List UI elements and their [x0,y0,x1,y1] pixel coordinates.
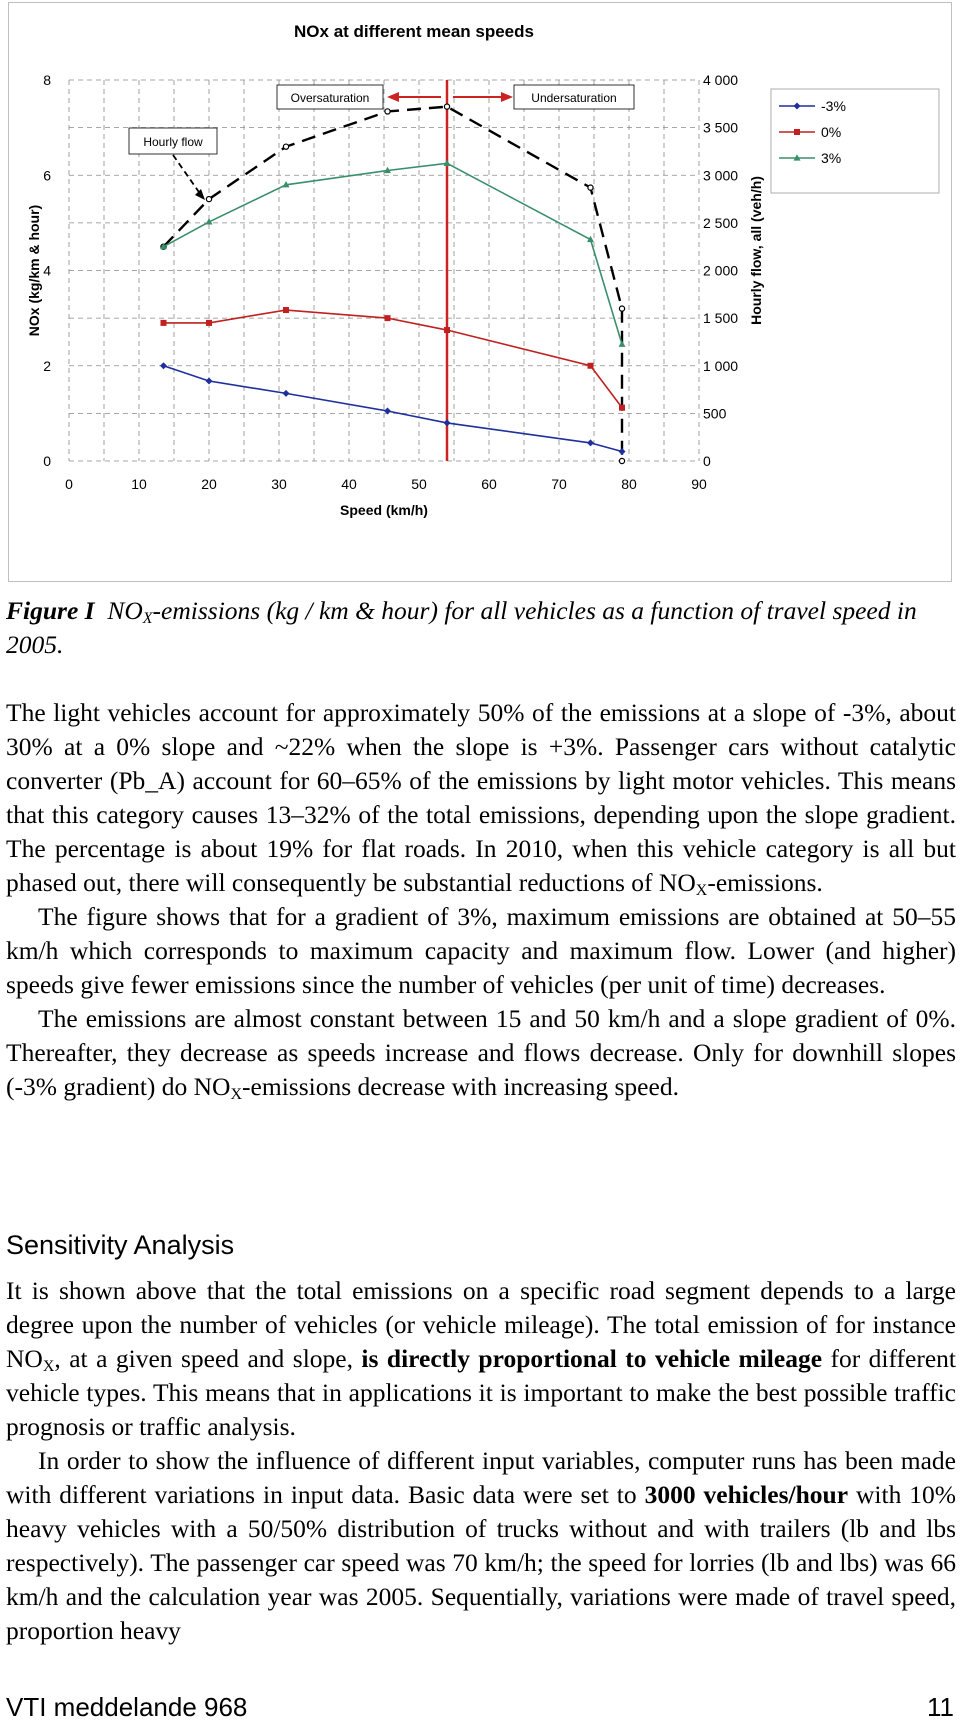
y-right-tick-label: 4 000 [703,72,739,88]
series-point [206,377,213,384]
figure-caption [6,594,956,662]
series-line [164,163,623,344]
paragraph-influence [6,1444,956,1648]
caption-sub: X [142,610,153,627]
nox-chart [9,3,953,583]
y-right-tick-label: 500 [703,405,727,422]
bold-text: is directly proportional to vehicle mileage [361,1344,823,1373]
x-tick-label: 40 [341,476,357,492]
series-point [283,307,289,313]
undersaturation-annotation: Undersaturation [531,91,617,105]
paragraph-text: for different vehicle types. This means that in applications it is important to make the best possible traffic prognosis or traffic analysis. [6,1344,956,1441]
legend-marker [794,129,800,135]
subscript: X [695,882,708,899]
series-line [164,366,623,452]
flow-series-point [588,185,593,190]
paragraph-text: The figure shows that for a gradient of 3%, maximum emissions are obtained at 50–55 km/h which corresponds to maximum capacity and maximum flow. Lower (and higher) speeds give fewer emissions since the number of vehicles (per unit of time) decreases. [6,902,956,999]
hourly-flow-annotation: Hourly flow [143,135,203,149]
y-right-tick-label: 2 000 [703,262,739,279]
flow-series-point [283,144,288,149]
x-tick-label: 60 [481,476,497,492]
paragraph-gradient [6,900,956,1002]
series-point [283,390,290,397]
left-arrowhead [387,92,399,102]
paragraph-text: The emissions are almost constant between 15 and 50 km/h and a slope gradient of 0%. Thereafter, they decrease as speeds increase and flows decrease. Only for downhill slopes (-3% gradient) do NO [6,1004,956,1101]
series-point [587,439,594,446]
figure-chart-box [8,2,952,582]
caption-text-a: NO [107,596,143,625]
y-right-tick-label: 2 500 [703,214,739,231]
y-right-tick-label: 0 [703,453,711,469]
paragraph-text: In order to show the influence of different input variables, computer runs has been made with different variations in input data. Basic data were set to [6,1446,956,1509]
footer-page-number: 11 [927,1692,954,1722]
x-tick-label: 90 [691,476,707,492]
series-line [164,310,623,408]
footer-publication: VTI meddelande 968 [6,1692,248,1722]
y-right-tick-label: 3 000 [703,167,739,184]
oversaturation-annotation: Oversaturation [290,91,370,105]
y-right-tick-label: 1 500 [703,310,739,327]
series-point [385,315,391,321]
paragraph-text: -emissions. [707,868,823,897]
y-left-tick-label: 0 [43,453,51,469]
series-point [444,419,451,426]
caption-figure-label: Figure I [6,596,95,625]
paragraph-text: It is shown above that the total emissions on a specific road segment depends to a large degree upon the number of vehicles (or vehicle mileage). The total emission of for instance NO [6,1276,956,1373]
y-left-axis-label: NOx (kg/km & hour) [26,204,42,337]
x-tick-label: 10 [131,476,147,492]
legend-label: 3% [821,150,842,166]
legend-label: 0% [821,124,842,140]
y-right-axis-label: Hourly flow, all (veh/h) [748,176,764,325]
x-tick-label: 0 [65,476,73,492]
paragraph-light-vehicles [6,696,956,900]
body-text-block-1 [6,696,956,1104]
x-tick-label: 20 [201,476,217,492]
y-right-tick-label: 1 000 [703,357,739,374]
subscript: X [230,1086,243,1103]
series-point [588,363,594,369]
series-point [619,448,626,455]
flow-series-point [619,458,624,463]
paragraph-total-emissions [6,1274,956,1444]
x-tick-label: 30 [271,476,287,492]
series-point [619,405,625,411]
paragraph-text: , at a given speed and slope, [54,1344,362,1373]
series-point [444,327,450,333]
bold-text: 3000 vehicles/hour [644,1480,849,1509]
paragraph-text: The light vehicles account for approximately 50% of the emissions at a slope of -3%, about 30% at a 0% slope and ~22% when the slope is +3%. Passenger cars without catalytic converter (Pb_A) account for 60–65% of the emissions by light motor vehicles. This means that this category causes 13–32% of the total emissions, depending upon the slope gradient. The percentage is about 19% for flat roads. In 2010, when this vehicle category is all but phased out, there will consequently be substantial reductions of NO [6,698,956,897]
caption-text-b: -emissions (kg / km & hour) for all vehicles as a function of travel speed in 2005. [6,596,917,659]
legend-label: -3% [821,98,846,114]
body-text-block-2 [6,1274,956,1648]
section-heading: Sensitivity Analysis [6,1230,235,1260]
paragraph-text: with 10% heavy vehicles with a 50/50% distribution of trucks without and with trailers (lb and lbs respectively). The passenger car speed was 70 km/h; the speed for lorries (lb and lbs) was 66 km/h and the calculation year was 2005. Sequentially, variations were made of travel speed, proportion heavy [6,1480,957,1645]
y-left-tick-label: 8 [43,72,51,88]
y-left-tick-label: 4 [43,262,51,279]
flow-series-point [385,109,390,114]
hourly-flow-arrowhead [195,189,205,200]
series-point [444,160,451,166]
paragraph-constant [6,1002,956,1104]
chart-title: NOx at different mean speeds [294,22,534,41]
x-axis-label: Speed (km/h) [340,502,428,518]
right-arrowhead [501,92,513,102]
series-point [160,362,167,369]
y-left-tick-label: 2 [43,357,51,374]
flow-series-point [444,104,449,109]
subscript: X [42,1358,55,1375]
series-point [161,320,167,326]
series-point [619,341,626,347]
x-tick-label: 80 [621,476,637,492]
paragraph-text: -emissions decrease with increasing speed. [242,1072,679,1101]
flow-series-point [206,196,211,201]
y-right-tick-label: 3 500 [703,119,739,136]
flow-series-line [164,107,623,461]
y-left-tick-label: 6 [43,167,51,184]
series-point [206,320,212,326]
x-tick-label: 70 [551,476,567,492]
flow-series-point [619,306,624,311]
x-tick-label: 50 [411,476,427,492]
